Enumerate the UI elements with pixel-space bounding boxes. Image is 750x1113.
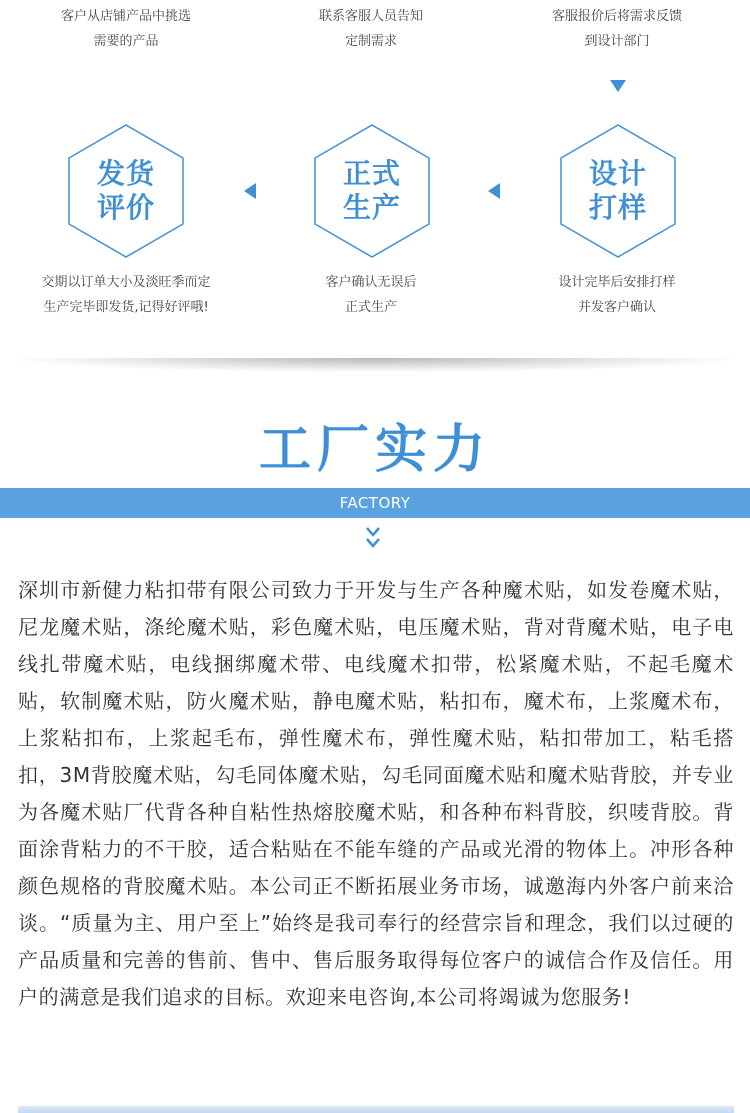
hexagon-ship-review [67,123,185,259]
hexagon-formal-production [313,123,431,259]
next-section-edge [18,1106,734,1113]
factory-section-title: 工厂实力 [258,420,491,480]
hexagon-design-sample [559,123,677,259]
hexagon-label: 评价 [96,191,155,224]
caption-line: 生产完毕即发货,记得好评哦! [43,300,209,315]
caption-line: 定制需求 [344,34,397,49]
arrow-down-icon [610,80,626,92]
caption-line: 联系客服人员告知 [318,9,423,24]
caption-line: 并发客户确认 [577,300,656,315]
caption-line: 交期以订单大小及淡旺季而定 [41,275,211,290]
hexagon-label: 生产 [342,191,401,224]
caption-line: 正式生产 [344,300,397,315]
arrow-left-icon [488,183,500,199]
step-caption-select-products [6,4,246,54]
hexagon-label: 正式 [342,157,401,190]
caption-line: 客服报价后将需求反馈 [551,9,682,24]
hexagon-label: 发货 [96,157,155,190]
section-divider-shadow [14,358,736,372]
caption-line: 客户从店铺产品中挑选 [60,9,191,24]
step-caption-quote-feedback [497,4,737,54]
factory-description: 深圳市新健力粘扣带有限公司致力于开发与生产各种魔术贴，如发卷魔术贴，尼龙魔术贴，涤纶魔术贴，彩色魔术贴，电压魔术贴，背对背魔术贴，电子电线扎带魔术贴，电线捆绑魔术带、电线魔术扣带，松紧魔术贴，不起毛魔术贴，软制魔术贴，防火魔术贴，静电魔术贴，粘扣布，魔术布，上浆魔术布，上浆粘扣布，上浆起毛布，弹性魔术布，弹性魔术贴，粘扣带加工，粘毛搭扣，3M背胶魔术贴，勾毛同体魔术贴，勾毛同面魔术贴和魔术贴背胶，并专业为各魔术贴厂代背各种自粘性热熔胶魔术贴，和各种布料背胶，织唛背胶。背面涂背粘力的不干胶，适合粘贴在不能车缝的产品或光滑的物体上。冲形各种颜色规格的背胶魔术贴。本公司正不断拓展业务市场，诚邀海内外客户前来洽谈。“质量为主、用户至上”始终是我司奉行的经营宗旨和理念，我们以过硬的产品质量和完善的售前、售中、售后服务取得每位客户的诚信合作及信任。用户的满意是我们追求的目标。欢迎来电咨询,本公司将竭诚为您服务! [18,578,734,1009]
step-caption-delivery [6,270,246,320]
caption-line: 客户确认无误后 [325,275,417,290]
caption-line: 到设计部门 [584,34,650,49]
step-caption-sampling [497,270,737,320]
caption-line: 需要的产品 [93,34,159,49]
double-chevron-down-icon [365,526,381,552]
step-caption-production [251,270,491,320]
hexagon-label: 设计 [588,157,647,190]
caption-line: 设计完毕后安排打样 [558,275,676,290]
step-caption-contact-service [251,4,491,54]
hexagon-label: 打样 [588,191,647,224]
arrow-left-icon [244,183,256,199]
factory-band: FACTORY [0,488,750,518]
